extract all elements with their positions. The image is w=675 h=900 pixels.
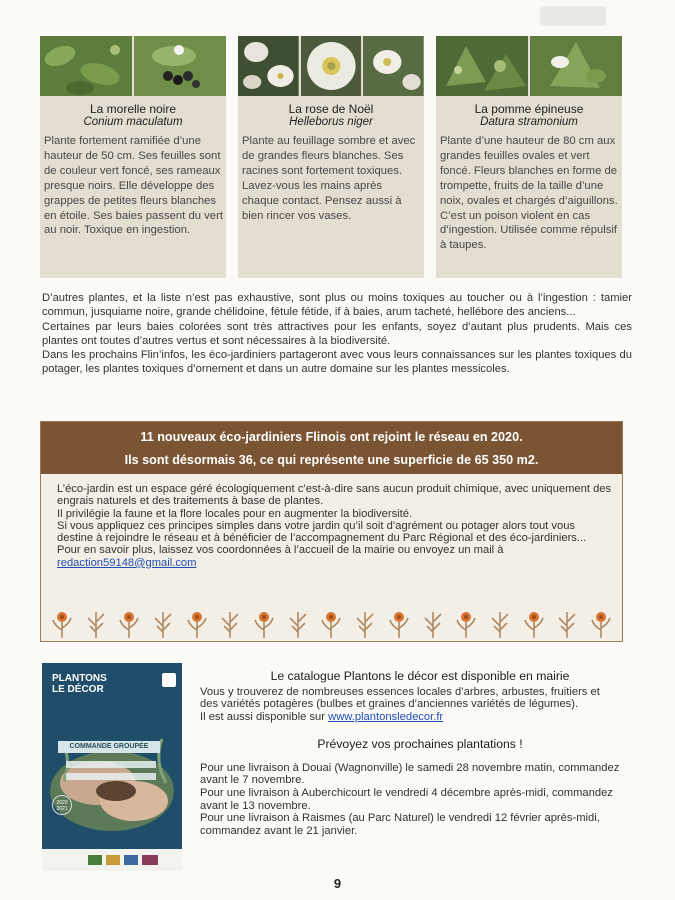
catalogue-title: Le catalogue Plantons le décor est disponible en mairie	[270, 669, 570, 683]
flower-icon	[252, 608, 276, 638]
plant-description: Plante fortement ramifiée d’une hauteur de 50 cm. Ses feuilles sont de couleur vert foncé, ses rameaux presque noirs. Elle développe des grappes de petites fleurs blanches en étoile. Ses baies passent du vert au noir. Toxique en ingestion.	[44, 135, 223, 237]
delivery-douai: Pour une livraison à Douai (Wagnonville) le samedi 28 novembre matin, commandez avant le 7 novembre.	[200, 761, 620, 787]
toxic-plants-paragraph	[42, 291, 632, 377]
plant-name: La rose de Noël	[288, 102, 374, 116]
leaf-icon	[555, 608, 579, 638]
plant-card-morelle	[40, 36, 226, 278]
flower-icon	[117, 608, 141, 638]
catalogue-cover-title: PLANTONS LE DÉCOR	[52, 673, 107, 695]
paragraph-children-warning: Certaines par leurs baies colorées sont très attractives pour les enfants, soyez d’autant plus prudents. Mais ces plantes ont toutes d’autres vertus et sont nécessaires à la biodiversité.	[42, 320, 632, 347]
plant-photo-leaves	[40, 36, 132, 96]
delivery-raismes: Pour une livraison à Raismes (au Parc Naturel) le vendredi 12 février après-midi, commandez avant le 21 janvier.	[200, 812, 600, 838]
plant-latin-name: Conium maculatum	[83, 116, 183, 128]
plant-description: Plante d’une hauteur de 80 cm aux grandes feuilles ovales et vert foncé. Fleurs blanches en forme de trompette, fruits de la taille d’une noix, ovales et chargés d’aiguillons. C’est un poison violent en cas d’ingestion. Utilisée comme répulsif à taupes.	[440, 135, 618, 252]
leaf-icon	[151, 608, 175, 638]
plantons-le-decor-link[interactable]: www.plantonsledecor.fr	[328, 711, 444, 724]
catalogue-cover	[42, 663, 182, 871]
flower-icon	[522, 608, 546, 638]
park-logo-icon	[162, 673, 176, 687]
plant-photos	[40, 36, 226, 96]
plant-photo-leaves	[436, 36, 528, 96]
plant-photos	[436, 36, 622, 96]
plant-photo-bloom	[361, 36, 424, 96]
flower-border	[45, 606, 618, 638]
flower-icon	[185, 608, 209, 638]
paragraph-other-plants: D’autres plantes, et la liste n’est pas exhaustive, sont plus ou moins toxiques au toucher ou à l’ingestion : tamier commun, jusquiame noire, grande chélidoine, fétule fétide, if à baies, arum tacheté, hellébore des anciens...	[42, 292, 632, 319]
plant-latin-name: Helleborus niger	[289, 116, 373, 128]
eco-jardiniers-section	[40, 421, 623, 642]
plantations-subtitle: Prévoyez vos prochaines plantations !	[317, 736, 523, 751]
catalogue-year-badge: 2020 2021	[52, 795, 72, 815]
plant-name: La pomme épineuse	[474, 102, 584, 116]
catalogue-online: Il est aussi disponible sur www.plantonsledecor.fr	[200, 711, 444, 724]
cover-tag	[66, 761, 156, 768]
plant-photos	[238, 36, 424, 96]
leaf-icon	[286, 608, 310, 638]
eco-jardin-definition: L’éco-jardin est un espace géré écologiquement c’est-à-dire sans aucun produit chimique, avec uniquement des engrais naturels et des traitements à base de plantes.	[57, 483, 612, 508]
plant-description: Plante au feuillage sombre et avec de grandes fleurs blanches. Ses racines sont fortement toxiques. Lavez-vous les mains après chaque contact. Pensez aussi à bien rincer vos vases.	[242, 135, 416, 222]
leaf-icon	[353, 608, 377, 638]
leaf-icon	[84, 608, 108, 638]
flower-icon	[387, 608, 411, 638]
leaf-icon	[421, 608, 445, 638]
flower-icon	[319, 608, 343, 638]
headline-total-area: Ils sont désormais 36, ce qui représente une superficie de 65 350 m2.	[124, 453, 539, 467]
plant-photo-berries	[132, 36, 226, 96]
plant-photo-flower	[528, 36, 622, 96]
leaf-icon	[488, 608, 512, 638]
flower-icon	[589, 608, 613, 638]
page-corner-tab	[540, 6, 606, 26]
eco-jardin-join: Si vous appliquez ces principes simples dans votre jardin qu’il soit d’agrément ou potager alors tout vous destine à rejoindre le réseau et à bénéficier de l’accompagnement du Parc Régional et des éco-jardiniers...	[57, 519, 587, 545]
plant-photo-leaves	[238, 36, 299, 96]
eco-jardin-biodiversity: Il privilégie la faune et la flore locales pour en augmenter la biodiversité.	[57, 507, 413, 520]
plant-photo-flower	[299, 36, 362, 96]
headline-new-members: 11 nouveaux éco-jardiniers Flinois ont rejoint le réseau en 2020.	[140, 430, 523, 444]
flower-icon	[454, 608, 478, 638]
plant-name: La morelle noire	[89, 102, 177, 116]
catalogue-description: Vous y trouverez de nombreuses essences locales d’arbres, arbustes, fruitiers et des variétés potagères (bulbes et graines d’anciennes variétés de légumes).	[200, 685, 600, 711]
toxic-plant-cards	[40, 36, 624, 278]
catalogue-section	[200, 670, 620, 838]
flower-icon	[50, 608, 74, 638]
banner-headline	[41, 422, 622, 474]
leaf-icon	[218, 608, 242, 638]
eco-jardin-contact: Pour en savoir plus, laissez vos coordonnées à l’accueil de la mairie ou envoyez un mail à	[57, 544, 504, 557]
cover-tag	[66, 773, 156, 780]
plant-latin-name: Datura stramonium	[480, 116, 578, 128]
delivery-auberchicourt: Pour une livraison à Auberchicourt le vendredi 4 décembre après-midi, commandez avant le 13 novembre.	[200, 786, 613, 812]
banner-body	[57, 483, 613, 569]
plant-card-rose-de-noel	[238, 36, 424, 278]
page-number: 9	[333, 876, 342, 891]
paragraph-next-issues: Dans les prochains Flin’infos, les éco-jardiniers partageront avec vous leurs connaissances sur les plantes toxiques du potager, les plantes toxiques d’ornement et dans un autre domaine sur les plantes messicoles.	[42, 349, 632, 376]
plant-card-pomme-epineuse	[436, 36, 622, 278]
hands-with-soil-image	[42, 721, 182, 841]
cover-partner-logos	[42, 849, 182, 871]
contact-email-link[interactable]: redaction59148@gmail.com	[57, 556, 197, 569]
commande-groupee-label: COMMANDE GROUPÉE	[58, 741, 160, 753]
